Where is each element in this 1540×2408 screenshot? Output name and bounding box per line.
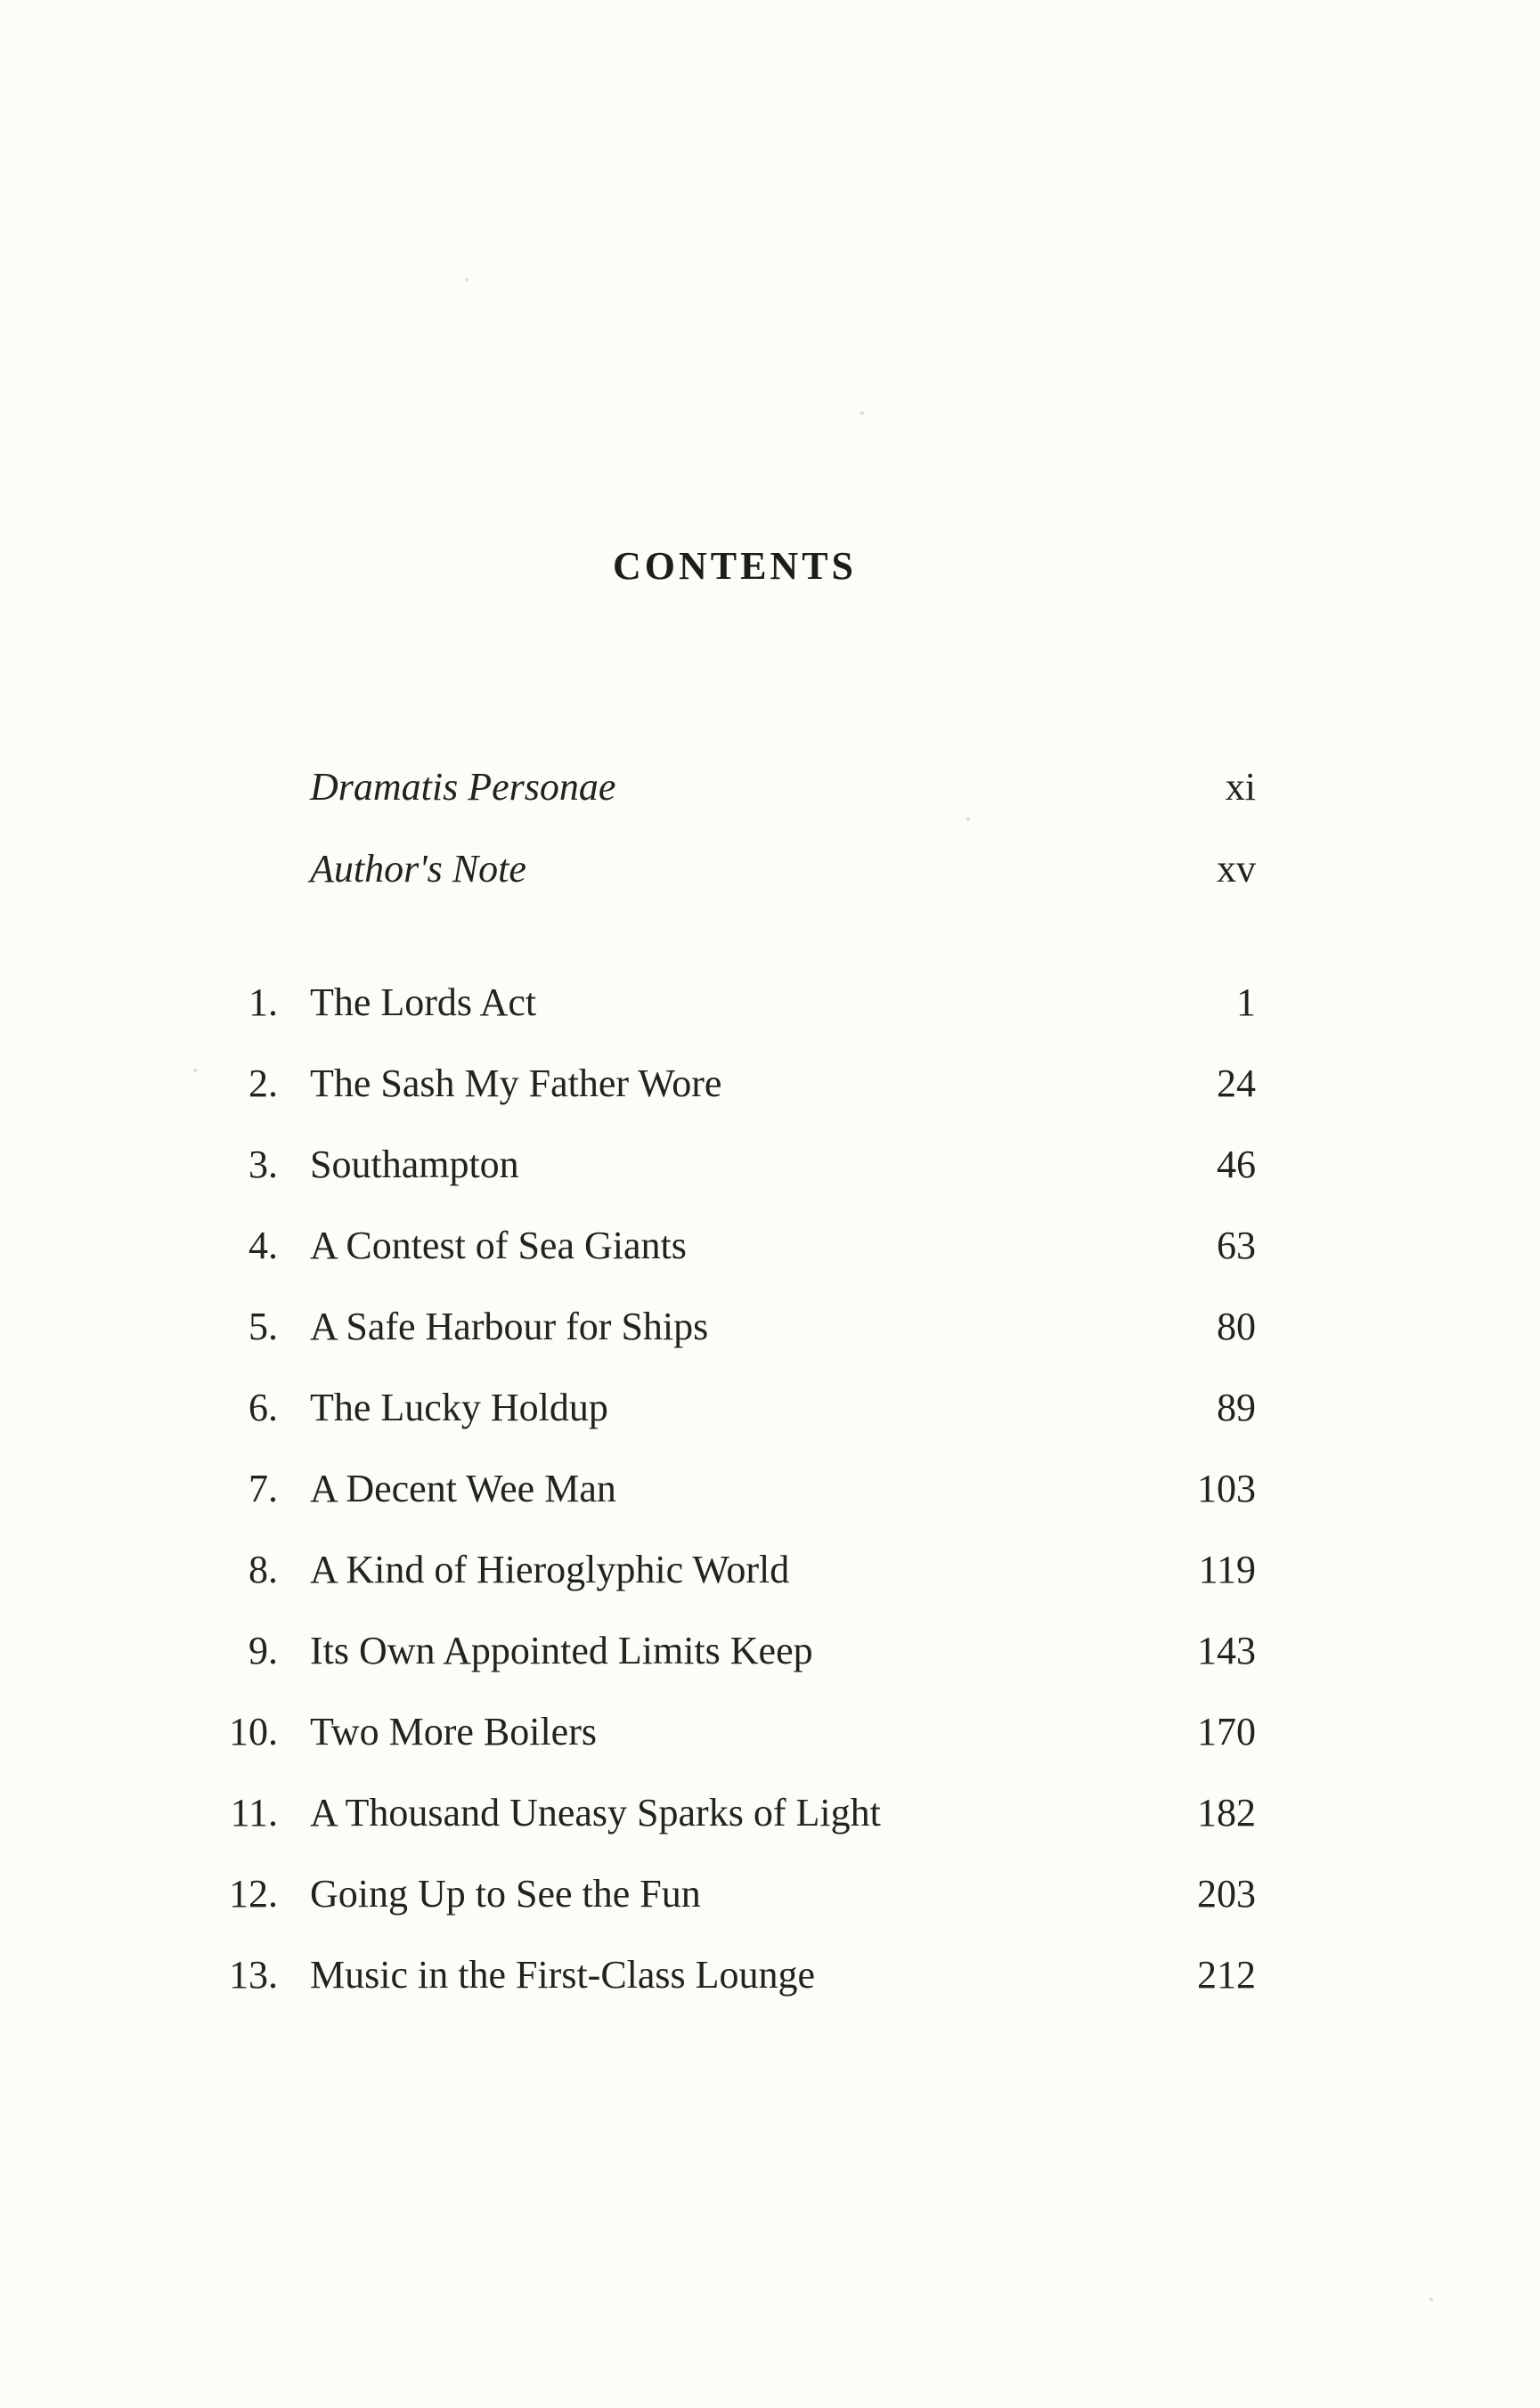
chapter-page: 119 [1198,1548,1256,1591]
chapter-page: 24 [1217,1062,1256,1105]
toc-chapter-12[interactable] [205,1867,1256,1921]
chapter-title: The Lords Act [310,980,537,1024]
chapter-number: 5. [249,1305,278,1348]
chapter-number: 3. [249,1143,278,1186]
chapter-number: 2. [249,1062,278,1105]
chapter-title: A Safe Harbour for Ships [310,1305,709,1348]
toc-chapter-13[interactable] [205,1948,1256,2002]
chapter-number: 6. [249,1386,278,1429]
page-title: CONTENTS [612,544,858,588]
chapter-number: 10. [229,1710,278,1753]
toc-entry-authors-note[interactable] [205,842,1256,896]
scan-speck [193,1069,197,1072]
chapter-page: 182 [1197,1791,1256,1834]
toc-entry-title: Author's Note [310,847,526,891]
toc-chapter-5[interactable] [205,1300,1256,1354]
chapter-title: Going Up to See the Fun [310,1872,701,1916]
chapter-number: 11. [230,1791,278,1834]
toc-entry-page: xv [1217,847,1256,891]
toc-chapter-8[interactable] [205,1543,1256,1597]
toc-chapter-4[interactable] [205,1219,1256,1273]
chapter-page: 170 [1197,1710,1256,1753]
chapter-title: Its Own Appointed Limits Keep [310,1629,813,1672]
chapter-title: Two More Boilers [310,1710,597,1753]
toc-chapter-10[interactable] [205,1705,1256,1759]
chapter-page: 46 [1217,1143,1256,1186]
chapter-page: 212 [1197,1953,1256,1997]
chapter-page: 89 [1217,1386,1256,1429]
toc-chapter-2[interactable] [205,1057,1256,1110]
chapter-page: 80 [1217,1305,1256,1348]
chapter-title: A Thousand Uneasy Sparks of Light [310,1791,881,1834]
toc-chapter-7[interactable] [205,1462,1256,1516]
chapter-number: 9. [249,1629,278,1672]
chapter-title: Southampton [310,1143,519,1186]
chapter-title: A Kind of Hieroglyphic World [310,1548,790,1591]
chapter-number: 7. [249,1467,278,1510]
toc-entry-dramatis-personae[interactable] [205,761,1256,814]
chapter-number: 13. [229,1953,278,1997]
toc-chapter-11[interactable] [205,1786,1256,1840]
scan-speck [465,278,469,281]
scan-speck [1430,2298,1433,2301]
scan-speck [860,411,864,415]
chapter-page: 103 [1197,1467,1256,1510]
chapter-page: 143 [1197,1629,1256,1672]
scan-speck [966,818,970,821]
chapter-number: 12. [229,1872,278,1916]
chapter-page: 1 [1236,980,1256,1024]
chapter-page: 203 [1197,1872,1256,1916]
chapter-title: A Contest of Sea Giants [310,1224,687,1267]
toc-entry-title: Dramatis Personae [310,765,616,809]
toc-entry-page: xi [1225,765,1256,809]
chapter-page: 63 [1217,1224,1256,1267]
chapter-number: 8. [249,1548,278,1591]
toc-chapter-1[interactable] [205,976,1256,1029]
chapter-title: The Sash My Father Wore [310,1062,722,1105]
chapter-title: The Lucky Holdup [310,1386,608,1429]
chapter-number: 4. [249,1224,278,1267]
toc-chapter-6[interactable] [205,1381,1256,1435]
toc-chapter-9[interactable] [205,1624,1256,1678]
chapter-title: Music in the First-Class Lounge [310,1953,816,1997]
chapter-title: A Decent Wee Man [310,1467,616,1510]
chapter-number: 1. [249,980,278,1024]
toc-chapter-3[interactable] [205,1138,1256,1192]
